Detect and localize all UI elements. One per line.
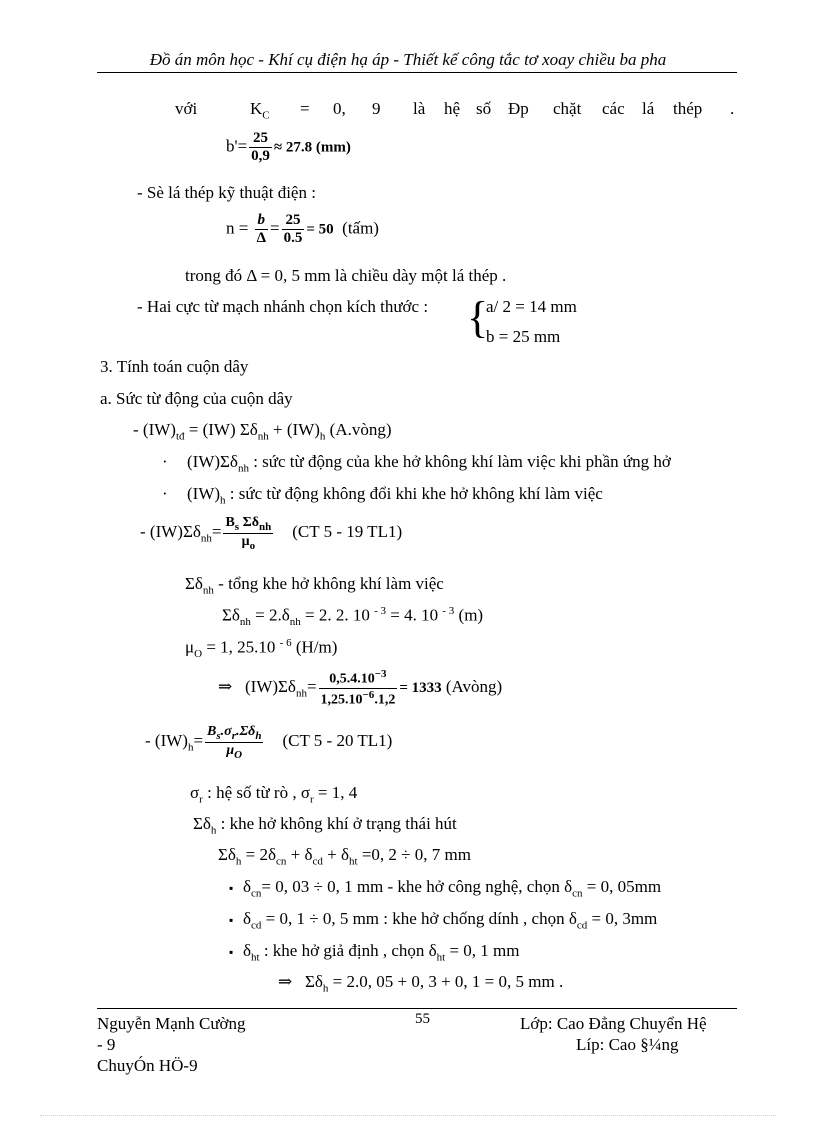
formula-sum-gap: $\Sigma\delta_{nh} = 2.\delta_{nh} = 2$. 2. 10 $^{- 3}$ = 4. 10 $^{- 3}$ (m) — [222, 605, 484, 629]
subsection-heading: a. Sức từ động của cuộn dây — [100, 389, 293, 408]
page-header: Đồ án môn học - Khí cụ điện hạ áp - Thiết kế công tắc tơ xoay chiều ba pha — [149, 50, 667, 69]
text-sum-gap: $\Sigma\delta_{nh}$ - tổng khe hở không khí làm việc — [185, 574, 444, 597]
definition-iw-h: $(IW)_h$ : sức từ động không đổi khi khe hở không khí làm việc — [187, 484, 603, 507]
header-rule — [97, 72, 737, 73]
formula-sum-gap-h: $\Sigma\delta_h = 2\delta_{cn} + \delta_{cd} + \delta_{ht} =0$, 2 ÷ 0, 7 mm — [218, 845, 471, 868]
footer-rule — [97, 1008, 737, 1009]
formula-n: n = $\frac{b}{\Delta}$ = $\frac{25}{0.5}$ = 50 (tấm) — [226, 212, 379, 246]
footer-author: Nguyễn Mạnh Cường — [97, 1014, 246, 1033]
section-heading: 3. Tính toán cuộn dây — [100, 357, 249, 376]
formula-iw-nh-result: ⇒ $(IW)\Sigma\delta_{nh}=$ $\frac{0,5.4.10^{-3}}{1,25.10^{-6}.1,2}$ = 1333 (Avòng) — [218, 668, 503, 708]
footer-author-line3: ChuyÓn HÖ-9 — [97, 1056, 198, 1075]
implies-arrow-icon: ⇒ — [278, 972, 293, 991]
bullet-dot-icon: · — [162, 452, 168, 471]
bullet-square-icon: ▪ — [229, 913, 234, 927]
text-sum-gap-h: $\Sigma\delta_h$ : khe hở không khí ở trạng thái hút — [193, 814, 457, 837]
implies-arrow-icon: ⇒ — [218, 677, 233, 697]
footer-author-line2: - 9 — [97, 1035, 116, 1054]
bullet-square-icon: ▪ — [229, 881, 234, 895]
brace-icon: { — [467, 293, 489, 342]
text-thickness: trong đó Δ = 0, 5 mm là chiều dày một lá thép . — [185, 266, 507, 285]
bullet-square-icon: ▪ — [229, 945, 234, 959]
footer-class-line2: Líp: Cao §¼ng — [576, 1035, 679, 1054]
page-edge-divider — [40, 1115, 776, 1116]
page-number: 55 — [415, 1011, 430, 1027]
bullet-dot-icon: · — [162, 484, 168, 503]
formula-mu: $\mu_O = 1$, 25.10 $^{- 6}$ (H/m) — [185, 637, 338, 661]
formula-iw-h: - $(IW)_h=$ $\frac{B_s.\sigma_r.\Sigma\delta_h}{\mu_O}$ (CT 5 - 20 TL1) — [145, 724, 393, 761]
gap-ht: $\delta_{ht}$ : khe hở giả định , chọn $\delta_{ht} = 0$, 1 mm — [243, 941, 520, 964]
text-poles: - Hai cực từ mạch nhánh chọn kích thước : — [137, 297, 429, 316]
formula-sum-gap-h-result: ⇒ $\Sigma\delta_h = 2.0$, 05 + 0, 3 + 0, 1 = 0, 5 mm . — [278, 972, 564, 995]
dim-a: a/ 2 = 14 mm — [486, 297, 577, 316]
definition-iw-nh: $(IW)\Sigma\delta_{nh}$ : sức từ động của khe hở không khí làm việc khi phần ứng hở — [187, 452, 671, 475]
text-sigma-r: $\sigma_r$ : hệ số từ rò , $\sigma_r = 1$, 4 — [190, 783, 358, 806]
gap-cn: $\delta_{cn}= 0$, 03 ÷ 0, 1 mm - khe hở công nghệ, chọn $\delta_{cn} = 0$, 05mm — [243, 877, 662, 900]
gap-cd: $\delta_{cd} = 0$, 1 ÷ 0, 5 mm : khe hở chống dính , chọn $\delta_{cd} = 0$, 3mm — [243, 909, 658, 932]
footer-class: Lớp: Cao Đẳng Chuyển Hệ — [520, 1014, 707, 1033]
formula-b-prime: b'= $\frac{25}{0,9}$ ≈ 27.8 (mm) — [226, 130, 351, 164]
formula-iw-nh: - $(IW)\Sigma\delta_{nh}=$ $\frac{B_s \Sigma\delta_{nh}}{\mu_o}$ (CT 5 - 19 TL1) — [140, 515, 403, 552]
dim-b: b = 25 mm — [486, 327, 561, 346]
text-steel-count: - Sè lá thép kỹ thuật điện : — [137, 183, 316, 202]
formula-iw-total: - $(IW)_{tđ} = (IW) \Sigma\delta_{nh} + (IW)_h$ (A.vòng) — [133, 420, 392, 443]
